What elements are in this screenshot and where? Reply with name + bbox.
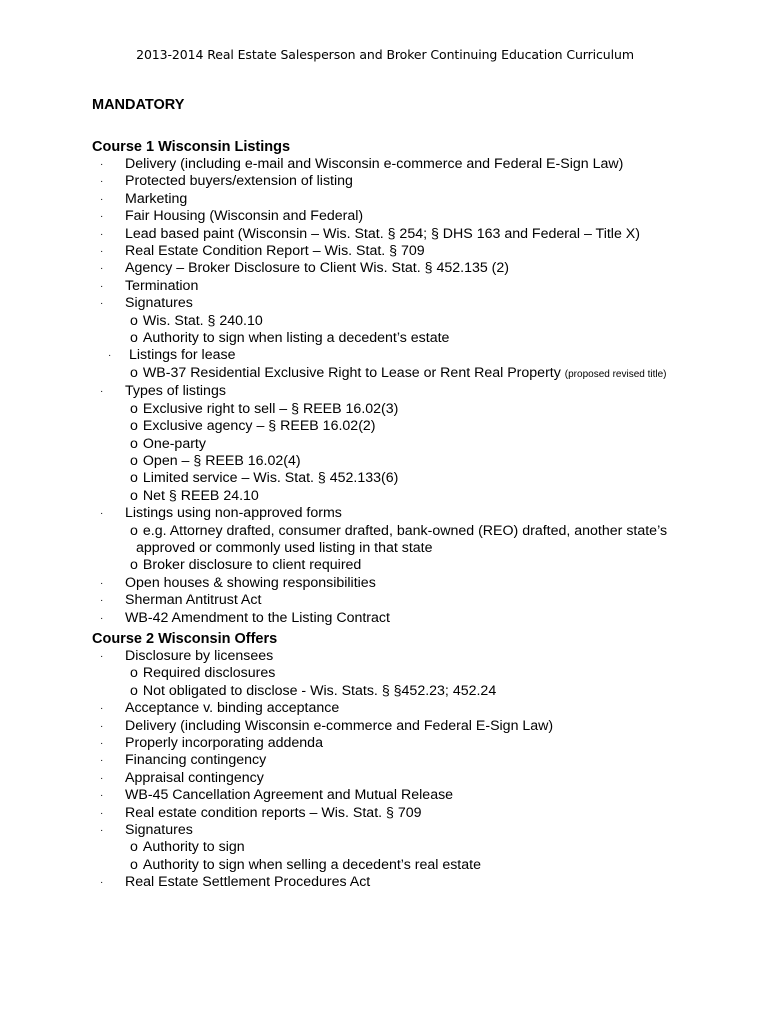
course-1 (92, 138, 732, 627)
list-item: · Signatures (100, 822, 193, 839)
bullet-icon: · (100, 651, 104, 662)
bullet-icon: · (100, 720, 104, 732)
bullet-icon: · (100, 176, 104, 188)
sub-list-item: o Not obligated to disclose - Wis. Stats. § §452.23; 452.24 (130, 682, 497, 699)
bullet-icon: · (100, 738, 104, 750)
list-item: · Financing contingency (100, 752, 267, 769)
page-title: 2013-2014 Real Estate Salesperson and Broker Continuing Education Curriculum (136, 47, 634, 62)
bullet-icon: · (100, 246, 104, 258)
section-heading-mandatory: MANDATORY (92, 97, 185, 113)
bullet-icon: · (100, 211, 104, 223)
bullet-icon: · (100, 807, 104, 819)
bullet-icon: · (100, 386, 104, 398)
bullet-icon: · (100, 825, 104, 837)
list-item: · Listings using non-approved forms (100, 505, 342, 522)
bullet-icon: · (100, 612, 104, 624)
list-item: · Lead based paint (Wisconsin – Wis. Stat. § 254; § DHS 163 and Federal – Title X) (100, 225, 640, 242)
course-2-title: Course 2 Wisconsin Offers (92, 631, 278, 647)
bullet-icon: · (100, 877, 104, 889)
list-item: · Acceptance v. binding acceptance (100, 700, 340, 717)
list-item: · WB-45 Cancellation Agreement and Mutual Release (100, 787, 454, 804)
sub-list-item: o Exclusive right to sell – § REEB 16.02(3) (130, 400, 399, 417)
list-item: · Open houses & showing responsibilities (100, 574, 376, 591)
bullet-icon: · (100, 577, 104, 589)
bullet-icon: · (100, 703, 104, 715)
list-item: · Fair Housing (Wisconsin and Federal) (100, 208, 364, 225)
bullet-icon: · (100, 595, 104, 607)
sub-list-item: o e.g. Attorney drafted, consumer drafted, bank-owned (REO) drafted, another state’s (130, 522, 668, 539)
list-item: · Sherman Antitrust Act (100, 592, 262, 609)
course-1-title: Course 1 Wisconsin Listings (92, 139, 291, 155)
proposed-title-note: (proposed revised title) (564, 368, 667, 380)
list-item: · Real estate condition reports – Wis. Stat. § 709 (100, 804, 422, 821)
list-item: · Delivery (including Wisconsin e-commerce and Federal E-Sign Law) (100, 717, 554, 734)
sub-list-item: o Authority to sign (130, 839, 245, 856)
list-item: · Real Estate Settlement Procedures Act (100, 874, 371, 891)
bullet-icon: · (100, 790, 104, 802)
bullet-icon: · (100, 755, 104, 767)
sub-list-item: o Required disclosures (130, 665, 276, 682)
sub-list-item: o Wis. Stat. § 240.10 (130, 312, 263, 329)
list-item: · Types of listings (100, 383, 226, 400)
bullet-icon: · (100, 263, 104, 275)
list-item: · Delivery (including e-mail and Wisconsin e-commerce and Federal E-Sign Law) (100, 156, 624, 172)
sub-list-item: o Open – § REEB 16.02(4) (130, 452, 301, 469)
list-item: · WB-42 Amendment to the Listing Contract (100, 609, 390, 626)
sub-list-item: o Exclusive agency – § REEB 16.02(2) (130, 418, 376, 435)
list-item: · Marketing (100, 190, 188, 207)
sub-list-item: o Limited service – Wis. Stat. § 452.133(6) (130, 470, 399, 487)
bullet-icon: · (100, 280, 104, 292)
list-item: · Protected buyers/extension of listing (100, 173, 353, 190)
sub-list-item: o Authority to sign when selling a decedent’s real estate (130, 856, 481, 873)
sub-list-item-continued: approved or commonly used listing in that state (136, 539, 433, 556)
sub-list-item: o One-party (130, 435, 206, 452)
bullet-icon: · (100, 772, 104, 784)
bullet-icon: · (100, 193, 104, 205)
list-item: · Listings for lease (108, 347, 236, 364)
list-item: · Properly incorporating addenda (100, 735, 323, 752)
list-item: · Appraisal contingency (100, 769, 264, 786)
sub-list-item: o Authority to sign when listing a decedent’s estate (130, 330, 450, 347)
list-item: · Real Estate Condition Report – Wis. Stat. § 709 (100, 243, 425, 260)
sub-list-item: o Broker disclosure to client required (130, 557, 362, 574)
bullet-icon: · (100, 159, 104, 170)
list-item: · Termination (100, 277, 199, 294)
bullet-icon: · (100, 228, 104, 240)
bullet-icon: · (100, 508, 104, 520)
list-item: · Signatures (100, 295, 193, 312)
sub-list-item: o WB-37 Residential Exclusive Right to Lease or Rent Real Property (proposed revised title) (130, 364, 667, 381)
list-item: · Agency – Broker Disclosure to Client Wis. Stat. § 452.135 (2) (100, 260, 510, 277)
bullet-icon: · (100, 298, 104, 310)
bullet-icon: · (108, 350, 112, 362)
list-item: · Disclosure by licensees (100, 648, 274, 664)
course-2 (92, 630, 732, 892)
sub-list-item: o Net § REEB 24.10 (130, 487, 259, 504)
